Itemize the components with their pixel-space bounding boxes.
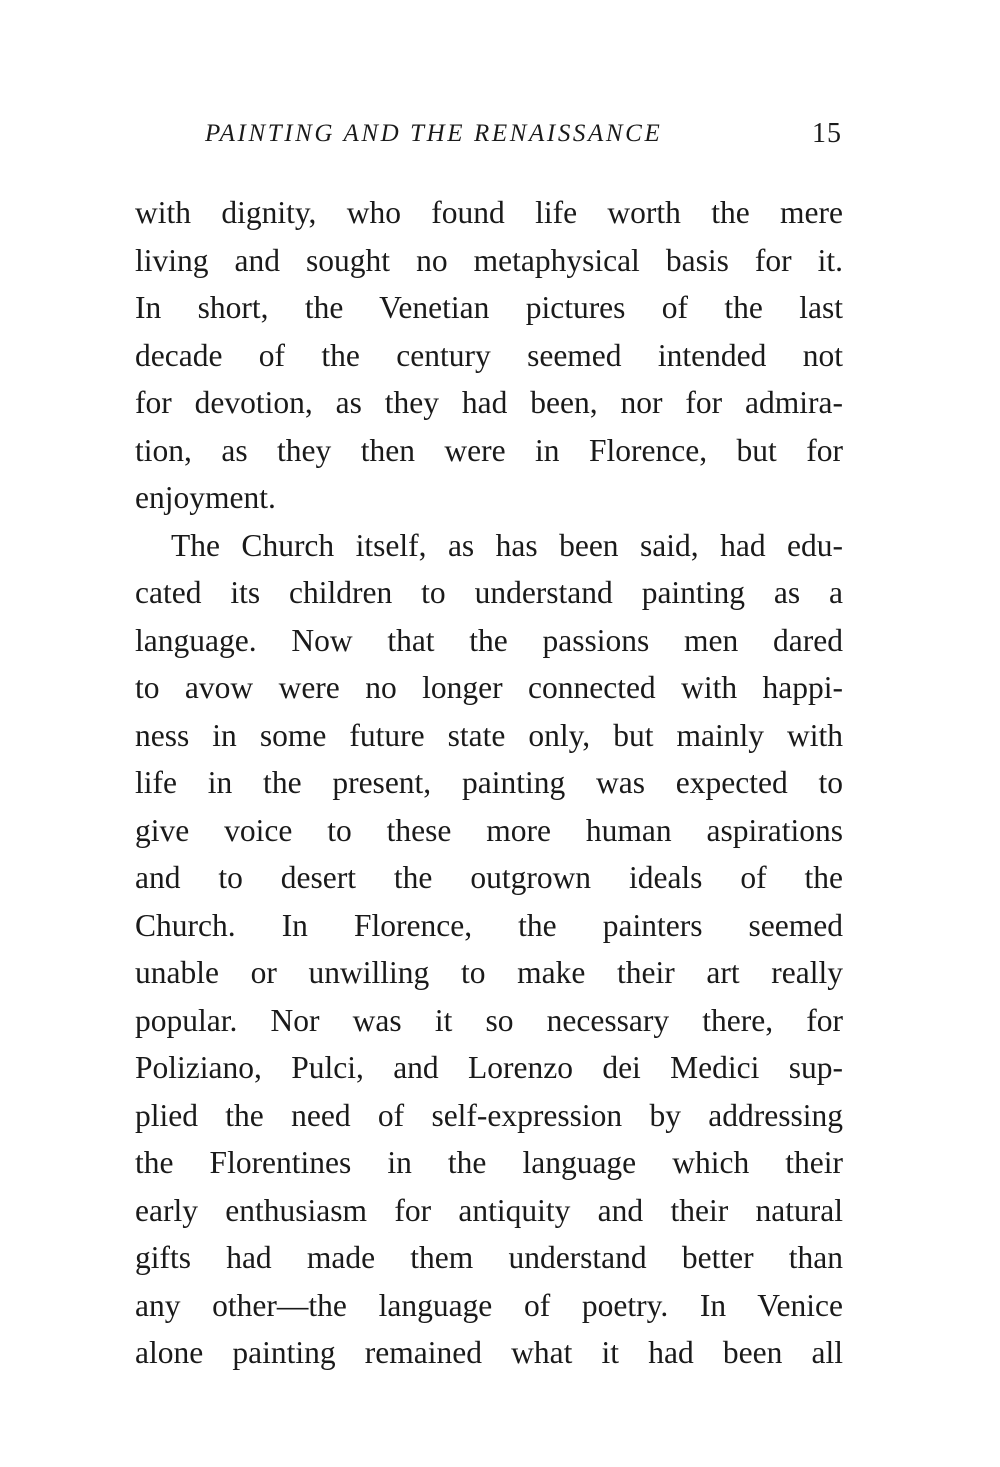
text-line: the Florentines in the language which their <box>135 1145 843 1180</box>
text-line: to avow were no longer connected with happi- <box>135 670 843 705</box>
text-line: any other—the language of poetry. In Venice <box>135 1287 843 1323</box>
text-line: plied the need of self-expression by addressing <box>135 1097 843 1133</box>
text-line: popular. Nor was it so necessary there, for <box>135 1002 843 1038</box>
text-line: life in the present, painting was expected to <box>135 765 843 800</box>
running-head-title: PAINTING AND THE RENAISSANCE <box>205 120 663 147</box>
text-line: living and sought no metaphysical basis for it. <box>135 242 843 278</box>
text-line: decade of the century seemed intended not <box>135 337 843 373</box>
text-line: and to desert the outgrown ideals of the <box>135 860 843 895</box>
text-line: Poliziano, Pulci, and Lorenzo dei Medici sup- <box>135 1050 843 1085</box>
text-line: ness in some future state only, but mainly with <box>135 717 843 753</box>
text-line: with dignity, who found life worth the mere <box>135 195 843 230</box>
paragraph-first-line: The Church itself, as has been said, had edu- <box>171 527 843 563</box>
text-line: gifts had made them understand better than <box>135 1240 843 1275</box>
text-line: for devotion, as they had been, nor for admira- <box>135 385 843 420</box>
text-line: early enthusiasm for antiquity and their natural <box>135 1192 843 1228</box>
text-line: enjoyment. <box>135 480 276 515</box>
text-line: cated its children to understand painting as a <box>135 575 843 610</box>
text-line: alone painting remained what it had been all <box>135 1335 843 1370</box>
text-line: language. Now that the passions men dared <box>135 622 843 658</box>
text-line: unable or unwilling to make their art really <box>135 955 843 990</box>
page-number: 15 <box>812 118 842 149</box>
text-line: In short, the Venetian pictures of the last <box>135 290 843 325</box>
text-line: give voice to these more human aspirations <box>135 812 843 848</box>
body-text <box>135 189 843 1377</box>
text-line: Church. In Florence, the painters seemed <box>135 907 843 943</box>
text-line: tion, as they then were in Florence, but for <box>135 432 843 468</box>
